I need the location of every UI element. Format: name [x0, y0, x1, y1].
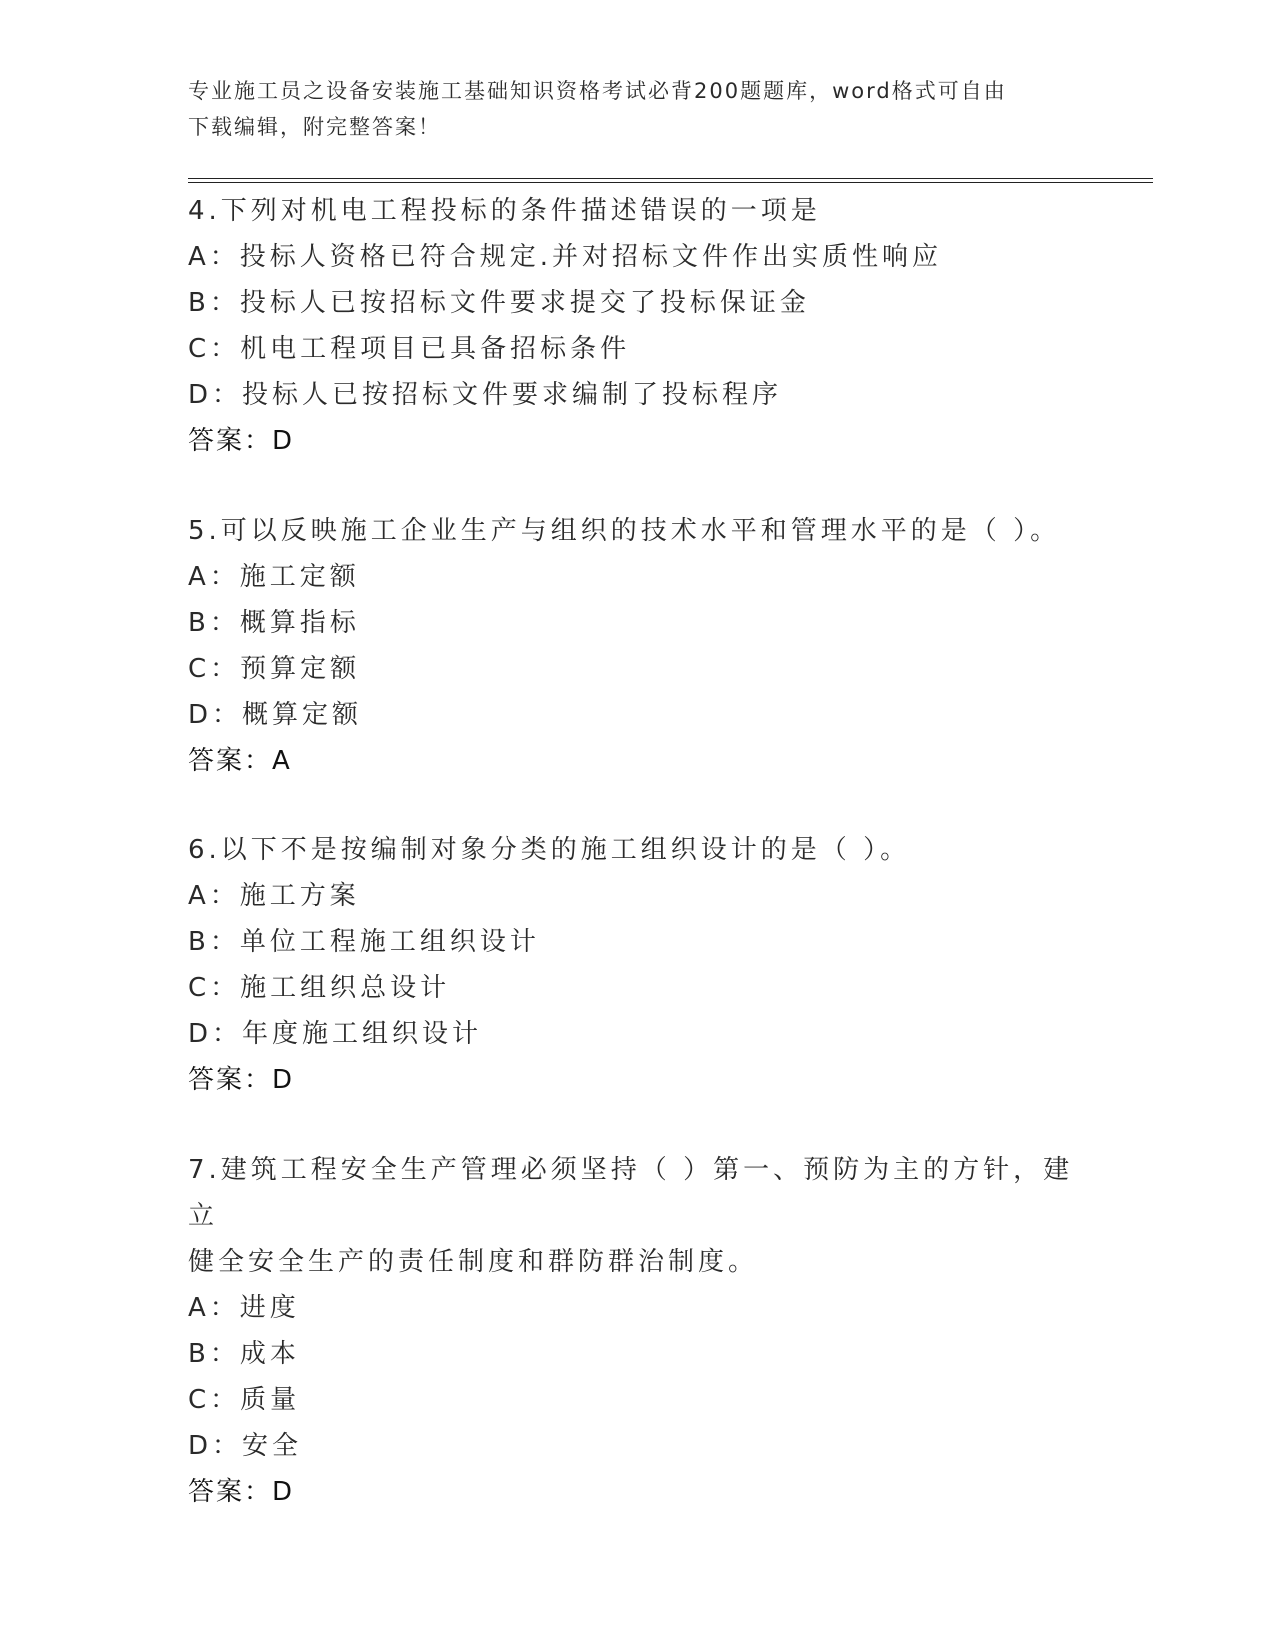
question-stem-line-2: 健全安全生产的责任制度和群防群治制度。 [188, 1247, 759, 1277]
option-a: A：投标人资格已符合规定.并对招标文件作出实质性响应 [188, 242, 943, 272]
option-b: B：概算指标 [188, 608, 360, 638]
question-stem: 4.下列对机电工程投标的条件描述错误的一项是 [188, 196, 821, 226]
question-stem-line-1: 7.建筑工程安全生产管理必须坚持（ ）第一、预防为主的方针，建立 [188, 1155, 1074, 1231]
answer: 答案：D [188, 1477, 295, 1507]
option-c: C：预算定额 [188, 654, 361, 684]
option-d: D：概算定额 [188, 700, 363, 730]
question-stem: 5.可以反映施工企业生产与组织的技术水平和管理水平的是（ ）。 [188, 516, 1061, 546]
question-7 [188, 1147, 1088, 1515]
header-line-2: 下载编辑，附完整答案！ [188, 115, 441, 139]
header-divider-bottom [188, 182, 1153, 183]
answer: 答案：D [188, 1065, 295, 1095]
option-a: A：进度 [188, 1293, 300, 1323]
question-4 [188, 188, 1088, 464]
answer: 答案：A [188, 746, 292, 776]
option-a: A：施工方案 [188, 881, 360, 911]
option-c: C：施工组织总设计 [188, 973, 451, 1003]
question-5 [188, 508, 1088, 784]
option-d: D：投标人已按招标文件要求编制了投标程序 [188, 380, 783, 410]
option-d: D：安全 [188, 1431, 303, 1461]
header-divider-top [188, 178, 1153, 179]
header-line-1: 专业施工员之设备安装施工基础知识资格考试必背200题题库，word格式可自由 [188, 79, 1007, 103]
document-header [188, 73, 1068, 145]
option-b: B：投标人已按招标文件要求提交了投标保证金 [188, 288, 810, 318]
option-c: C：机电工程项目已具备招标条件 [188, 334, 631, 364]
option-c: C：质量 [188, 1385, 301, 1415]
option-d: D：年度施工组织设计 [188, 1019, 483, 1049]
option-b: B：成本 [188, 1339, 300, 1369]
answer: 答案：D [188, 426, 295, 456]
question-stem: 6.以下不是按编制对象分类的施工组织设计的是（ ）。 [188, 835, 911, 865]
option-b: B：单位工程施工组织设计 [188, 927, 540, 957]
option-a: A：施工定额 [188, 562, 360, 592]
question-6 [188, 827, 1088, 1103]
